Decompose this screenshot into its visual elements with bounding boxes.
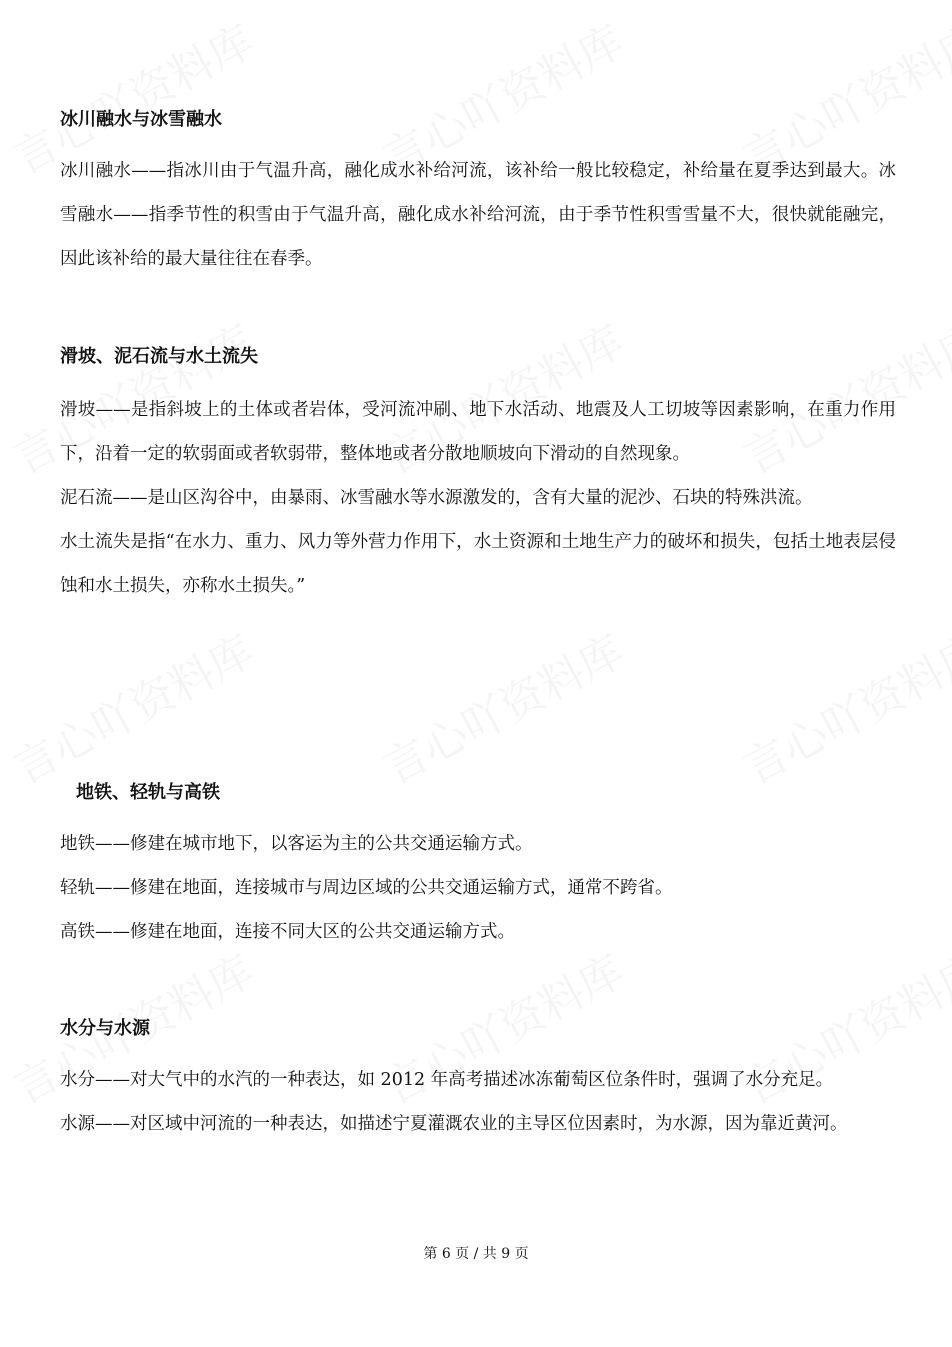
section-heading: 水分与水源 <box>60 1018 150 1039</box>
section-landslide <box>60 342 896 608</box>
section-glacier-meltwater <box>60 105 896 281</box>
paragraph: 泥石流——是山区沟谷中，由暴雨、冰雪融水等水源激发的，含有大量的泥沙、石块的特殊洪流。 <box>60 488 813 508</box>
paragraph: 高铁——修建在地面，连接不同大区的公共交通运输方式。 <box>60 922 515 942</box>
paragraph: 轻轨——修建在地面，连接城市与周边区域的公共交通运输方式，通常不跨省。 <box>60 878 673 898</box>
paragraph: 地铁——修建在城市地下，以客运为主的公共交通运输方式。 <box>60 834 533 854</box>
paragraph: 冰川融水——指冰川由于气温升高，融化成水补给河流，该补给一般比较稳定，补给量在夏季达到最大。冰雪融水——指季节性的积雪由于气温升高，融化成水补给河流，由于季节性积雪雪量不大，很快就能融完，因此该补给的最大量往往在春季。 <box>60 161 896 269</box>
paragraph: 滑坡——是指斜坡上的土体或者岩体，受河流冲刷、地下水活动、地震及人工切坡等因素影响，在重力作用下，沿着一定的软弱面或者软弱带，整体地或者分散地顺坡向下滑动的自然现象。 <box>60 400 896 464</box>
paragraph: 水分——对大气中的水汽的一种表达，如 2012 年高考描述冰冻葡萄区位条件时，强调了水分充足。 <box>60 1070 834 1090</box>
section-rail-transit <box>60 778 896 954</box>
page-number-footer: 第 6 页 / 共 9 页 <box>423 1246 529 1262</box>
paragraph: 水源——对区域中河流的一种表达，如描述宁夏灌溉农业的主导区位因素时，为水源，因为靠近黄河。 <box>60 1114 848 1134</box>
section-heading: 地铁、轻轨与高铁 <box>76 782 220 803</box>
section-heading: 滑坡、泥石流与水土流失 <box>60 346 258 367</box>
section-heading: 冰川融水与冰雪融水 <box>60 109 222 130</box>
paragraph: 水土流失是指“在水力、重力、风力等外营力作用下，水土资源和土地生产力的破坏和损失，包括土地表层侵蚀和水土损失，亦称水土损失。” <box>60 532 896 596</box>
section-moisture-water-source <box>60 1014 896 1146</box>
